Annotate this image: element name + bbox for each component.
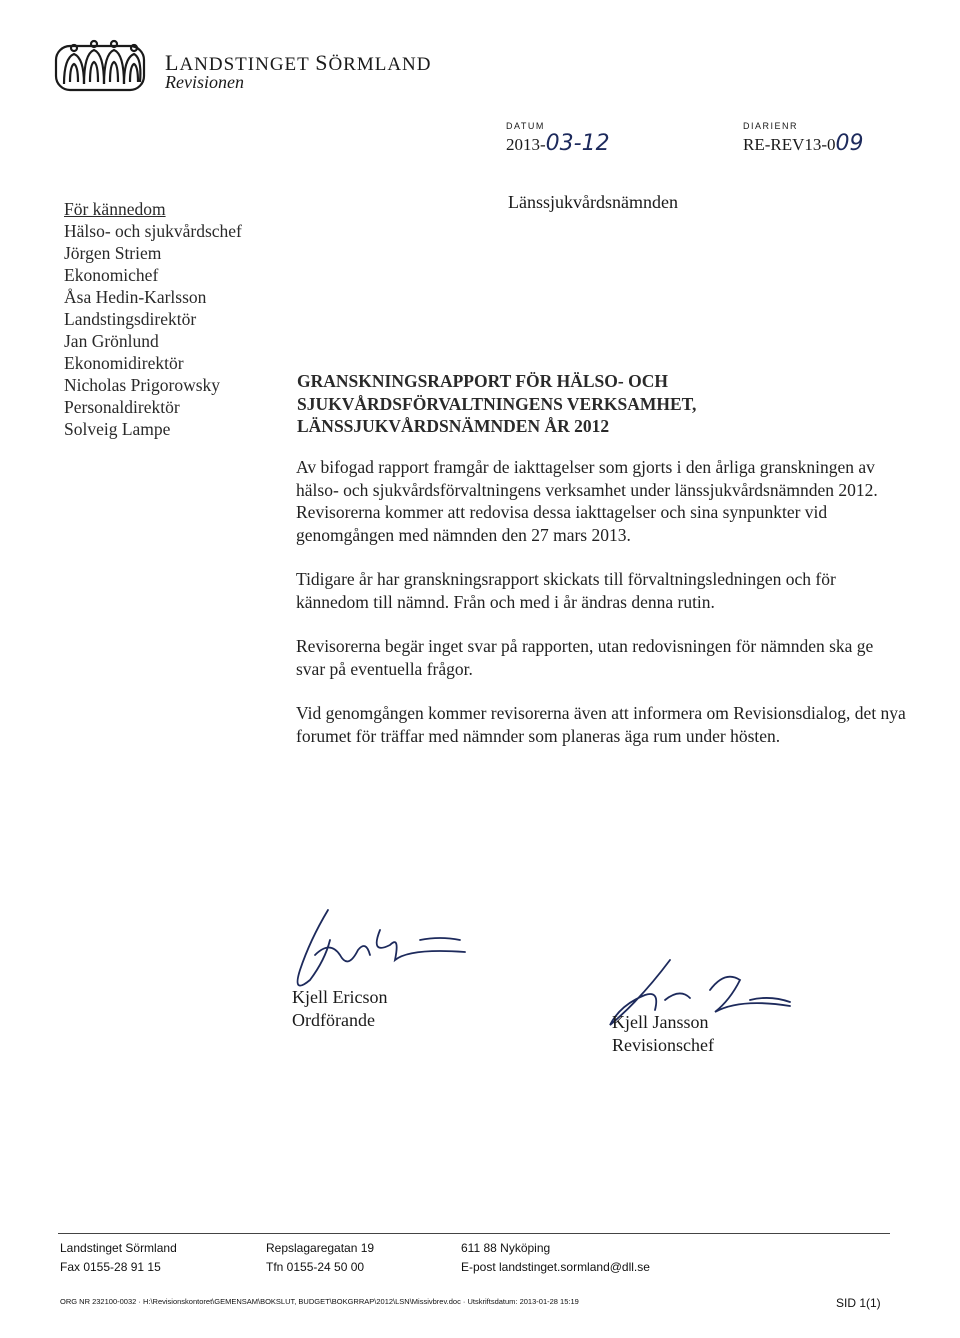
body-text bbox=[296, 456, 906, 769]
distribution-line: Jan Grönlund bbox=[64, 331, 159, 351]
body-paragraph: Av bifogad rapport framgår de iakttagelser som gjorts i den årliga granskningen av hälso- och sjukvårdsförvaltningens verksamhet under länssjukvårdsnämnden 2012. Revisorerna kommer att redovisa dessa iakttagelser och sina synpunkter vid genomgången med nämnden den 27 mars 2013. bbox=[296, 457, 878, 545]
distribution-line: Jörgen Striem bbox=[64, 243, 162, 263]
org-name-initial-l: L bbox=[165, 50, 180, 75]
date-printed: 2013- bbox=[506, 135, 546, 154]
org-subtitle: Revisionen bbox=[165, 72, 244, 92]
date-handwritten: 03-12 bbox=[545, 131, 610, 156]
footer-line: E-post landstinget.sormland@dll.se bbox=[461, 1260, 650, 1274]
document-title bbox=[297, 370, 897, 438]
signature-left bbox=[292, 986, 387, 1031]
diarie-label: DIARIENR bbox=[743, 121, 799, 131]
diarie-handwritten: 09 bbox=[835, 131, 864, 156]
signer-name: Kjell Jansson bbox=[612, 1012, 709, 1032]
footer-line: Fax 0155-28 91 15 bbox=[60, 1260, 161, 1274]
distribution-line: Hälso- och sjukvårdschef bbox=[64, 221, 242, 241]
footer-line: 611 88 Nyköping bbox=[461, 1241, 551, 1255]
distribution-line: Åsa Hedin-Karlsson bbox=[64, 287, 207, 307]
distribution-line: Nicholas Prigorowsky bbox=[64, 375, 221, 395]
footer-line: Landstinget Sörmland bbox=[60, 1241, 177, 1255]
title-line: SJUKVÅRDSFÖRVALTNINGENS VERKSAMHET, bbox=[297, 393, 697, 414]
footer-col-org bbox=[60, 1239, 177, 1277]
body-paragraph: Revisorerna begär inget svar på rapporten, utan redovisningen för nämnden ska ge svar på eventuella frågor. bbox=[296, 636, 874, 679]
page-number: SID 1(1) bbox=[836, 1296, 881, 1310]
diarie-value bbox=[743, 131, 864, 156]
distribution-line: Personaldirektör bbox=[64, 397, 180, 417]
body-paragraph: Vid genomgången kommer revisorerna även att informera om Revisionsdialog, det nya forumet för träffar med nämnder som planeras äga rum under hösten. bbox=[296, 703, 906, 746]
footer-col-address bbox=[266, 1239, 374, 1277]
distribution-list bbox=[64, 198, 304, 440]
recipient: Länssjukvårdsnämnden bbox=[508, 192, 678, 212]
body-paragraph: Tidigare år har granskningsrapport skickats till förvaltningsledningen och för kännedom till nämnd. Från och med i år ändras denna rutin. bbox=[296, 569, 836, 612]
signature-right bbox=[612, 1011, 714, 1056]
org-name-initial-s: S bbox=[315, 50, 329, 75]
date-label: DATUM bbox=[506, 121, 545, 131]
title-line: GRANSKNINGSRAPPORT FÖR HÄLSO- OCH bbox=[297, 371, 668, 391]
footer-line: Repslagaregatan 19 bbox=[266, 1241, 375, 1255]
distribution-line: Ekonomidirektör bbox=[64, 353, 184, 373]
footer-fine-print: ORG NR 232100-0032 · H:\Revisionskontoret\GEMENSAM\BOKSLUT, BUDGET\BOKGRRAP\2012\LSN\Missivbrev.doc · Utskriftsdatum: 2013-01-28 15:19 bbox=[60, 1297, 579, 1306]
footer-col-postal bbox=[461, 1239, 650, 1277]
distribution-heading: För kännedom bbox=[64, 199, 166, 219]
distribution-line: Solveig Lampe bbox=[64, 419, 171, 439]
signer-name: Kjell Ericson bbox=[292, 987, 388, 1007]
footer-line: Tfn 0155-24 50 00 bbox=[266, 1260, 365, 1274]
title-line: LÄNSSJUKVÅRDSNÄMNDEN ÅR 2012 bbox=[297, 416, 610, 436]
org-name-part-2: ÖRMLAND bbox=[328, 54, 432, 75]
footer-divider bbox=[58, 1233, 890, 1234]
diarie-printed: RE-REV13-0 bbox=[743, 135, 836, 154]
date-value bbox=[506, 131, 610, 156]
signer-role: Ordförande bbox=[292, 1009, 375, 1030]
org-name-part-1: ANDSTINGET bbox=[179, 54, 316, 75]
signer-role: Revisionschef bbox=[612, 1034, 714, 1055]
distribution-line: Ekonomichef bbox=[64, 265, 159, 285]
distribution-line: Landstingsdirektör bbox=[64, 309, 197, 329]
landstinget-logo bbox=[50, 36, 150, 98]
